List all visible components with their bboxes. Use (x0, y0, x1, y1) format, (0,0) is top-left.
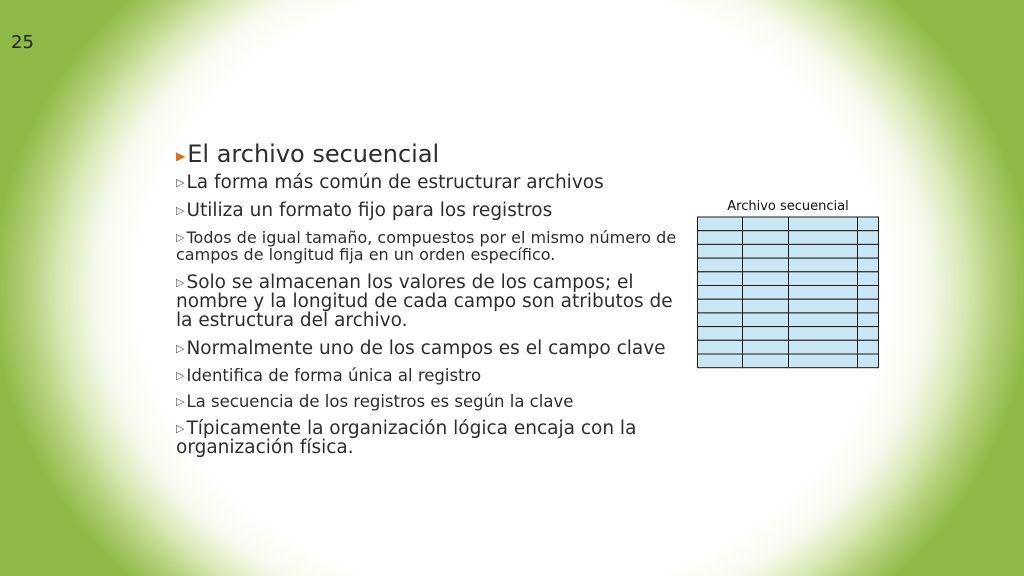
filled-triangle-bullet-icon: ▶ (176, 149, 186, 163)
record-cell (743, 258, 789, 272)
record-cell (698, 299, 743, 313)
record-cell (743, 313, 789, 327)
record-cell (698, 354, 743, 368)
record-cell (858, 340, 879, 354)
record-cell (743, 217, 789, 231)
record-cell (698, 244, 743, 258)
record-cell (743, 286, 789, 300)
record-cell (789, 244, 858, 258)
bullet-item (176, 340, 686, 359)
bullet-item (176, 230, 686, 264)
bullet-item (176, 174, 686, 193)
record-cell (698, 286, 743, 300)
title-text: El archivo secuencial (187, 140, 440, 168)
record-cell (858, 244, 879, 258)
record-cell (698, 231, 743, 245)
record-cell (789, 313, 858, 327)
sequential-file-figure (697, 198, 879, 381)
record-cell (858, 299, 879, 313)
record-cell (743, 231, 789, 245)
record-cell (858, 327, 879, 341)
record-cell (743, 272, 789, 286)
record-cell (789, 231, 858, 245)
record-cell (698, 258, 743, 272)
bullet-text: Todos de igual tamaño, compuestos por el mismo número de campos de longitud fija en un orden específico. (176, 228, 677, 264)
bullet-text: La forma más común de estructurar archivos (186, 172, 604, 194)
bullet-text: La secuencia de los registros es según la clave (186, 392, 574, 412)
record-cell (789, 286, 858, 300)
record-cell (789, 299, 858, 313)
triangle-bullet-icon: ▷ (176, 231, 185, 245)
bullet-text: Identifica de forma única al registro (186, 366, 482, 386)
record-cell (698, 217, 743, 231)
triangle-bullet-icon: ▷ (176, 204, 185, 218)
record-cell (858, 313, 879, 327)
record-cell (743, 299, 789, 313)
record-cell (789, 354, 858, 368)
bullet-title (176, 142, 686, 166)
bullet-item (176, 202, 686, 221)
record-cell (789, 327, 858, 341)
record-cell (743, 354, 789, 368)
bullet-item (176, 271, 686, 331)
bullet-item (176, 417, 686, 458)
triangle-bullet-icon: ▷ (176, 176, 185, 190)
record-cell (743, 244, 789, 258)
record-cell (858, 217, 879, 231)
record-cell (698, 340, 743, 354)
bullet-text: Utiliza un formato fijo para los registros (186, 200, 553, 222)
bullet-text: Normalmente uno de los campos es el campo clave (186, 338, 666, 360)
record-grid (697, 216, 879, 381)
triangle-bullet-icon: ▷ (176, 421, 185, 435)
slide-content (176, 142, 686, 467)
record-cell (858, 272, 879, 286)
record-cell (789, 272, 858, 286)
record-cell (858, 231, 879, 245)
record-cell (789, 340, 858, 354)
record-cell (698, 313, 743, 327)
triangle-bullet-icon: ▷ (176, 395, 185, 409)
figure-caption: Archivo secuencial (727, 199, 849, 214)
record-cell (858, 286, 879, 300)
bullet-text: Solo se almacenan los valores de los campos; el nombre y la longitud de cada campo son atributos de la estructura del archivo. (176, 271, 673, 331)
record-cell (858, 258, 879, 272)
record-cell (743, 340, 789, 354)
record-cell (698, 327, 743, 341)
bullet-item (176, 368, 686, 385)
record-cell (698, 272, 743, 286)
record-cell (789, 258, 858, 272)
record-cell (858, 354, 879, 368)
slide-number: 25 (11, 32, 34, 53)
triangle-bullet-icon: ▷ (176, 275, 185, 289)
triangle-bullet-icon: ▷ (176, 369, 185, 383)
bullet-text: Típicamente la organización lógica encaja con la organización física. (176, 417, 637, 458)
bullet-item (176, 394, 686, 411)
triangle-bullet-icon: ▷ (176, 342, 185, 356)
record-cell (743, 327, 789, 341)
record-cell (789, 217, 858, 231)
